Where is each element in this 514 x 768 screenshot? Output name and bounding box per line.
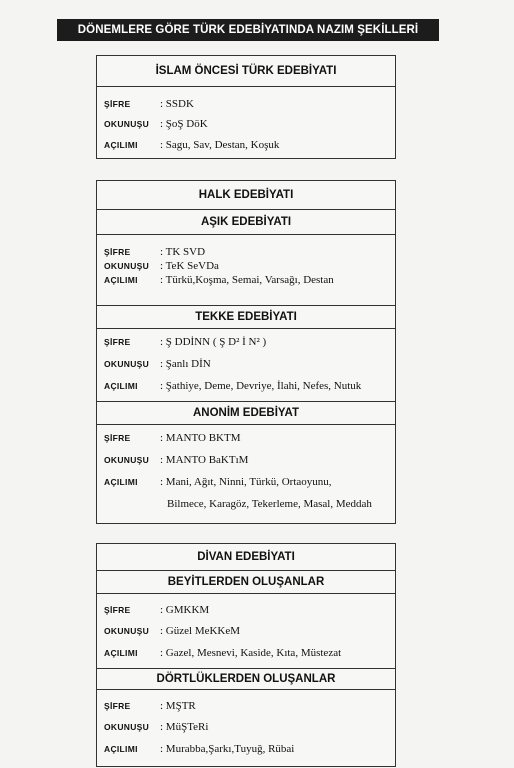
anonim-edebiyat-title: ANONİM EDEBİYAT [97,401,395,425]
acilimi-label: AÇILIMI [104,275,138,285]
anonim-acilimi-row [97,471,395,493]
acilimi-value: : Murabba,Şarkı,Tuyuğ, Rübai [160,743,295,755]
okunusu-value: : MANTO BaKTıM [160,454,249,466]
islam-acilimi-row [97,135,395,155]
tekke-okunusu-row [97,353,395,375]
okunusu-label: OKUNUŞU [104,261,150,271]
sifre-label: ŞİFRE [104,247,131,257]
sifre-value: : GMKKM [160,604,210,616]
okunusu-label: OKUNUŞU [104,722,150,732]
beyitlerden-olusanlar-title: BEYİTLERDEN OLUŞANLAR [97,571,395,594]
sifre-value: : MANTO BKTM [160,432,241,444]
anonim-sifre-row [97,427,395,449]
sifre-value: : Ş DDİNN ( Ş D² İ N² ) [160,336,267,348]
sifre-label: ŞİFRE [104,99,131,109]
tekke-edebiyati-title: TEKKE EDEBİYATI [97,305,395,329]
islam-oncesi-title: İSLAM ÖNCESİ TÜRK EDEBİYATI [97,56,395,87]
beyit-sifre-row [97,600,395,620]
beyit-okunusu-row [97,620,395,642]
okunusu-label: OKUNUŞU [104,359,150,369]
tekke-sifre-row [97,331,395,353]
sifre-value: : SSDK [160,98,194,110]
dortluklerden-olusanlar-title: DÖRTLÜKLERDEN OLUŞANLAR [97,668,395,690]
dortluk-sifre-row [97,696,395,716]
sifre-value: : MŞTR [160,700,196,712]
acilimi-label: AÇILIMI [104,381,138,391]
acilimi-label: AÇILIMI [104,744,138,754]
acilimi-value: : Şathiye, Deme, Devriye, İlahi, Nefes, Nutuk [160,380,362,392]
okunusu-value: : TeK SeVDa [160,260,219,272]
okunusu-value: : Şanlı DİN [160,358,211,370]
anonim-okunusu-row [97,449,395,471]
divan-edebiyati-box [96,543,396,767]
islam-okunusu-row [97,113,395,135]
okunusu-label: OKUNUŞU [104,119,150,129]
sifre-label: ŞİFRE [104,701,131,711]
asik-acilimi-row [97,273,395,287]
islam-sifre-row [97,95,395,113]
halk-edebiyati-title: HALK EDEBİYATI [97,181,395,210]
sifre-label: ŞİFRE [104,605,131,615]
acilimi-label: AÇILIMI [104,648,138,658]
okunusu-label: OKUNUŞU [104,626,150,636]
page-banner: DÖNEMLERE GÖRE TÜRK EDEBİYATINDA NAZIM ŞEKİLLERİ [57,19,439,41]
sifre-label: ŞİFRE [104,433,131,443]
acilimi-label: AÇILIMI [104,477,138,487]
okunusu-value: : ŞoŞ DöK [160,118,208,130]
dortluk-acilimi-row [97,738,395,760]
islam-oncesi-box [96,55,396,159]
asik-sifre-row [97,245,395,259]
acilimi-continuation-value: Bilmece, Karagöz, Tekerleme, Masal, Meddah [167,498,372,510]
okunusu-value: : MüŞTeRi [160,721,209,733]
anonim-acilimi-continuation [97,493,395,515]
acilimi-value: : Türkü,Koşma, Semai, Varsağı, Destan [160,274,334,286]
okunusu-value: : Güzel MeKKeM [160,625,241,637]
okunusu-label: OKUNUŞU [104,455,150,465]
acilimi-value: : Sagu, Sav, Destan, Koşuk [160,139,280,151]
halk-edebiyati-box [96,180,396,524]
acilimi-value: : Mani, Ağıt, Ninni, Türkü, Ortaoyunu, [160,476,332,488]
acilimi-value: : Gazel, Mesnevi, Kaside, Kıta, Müstezat [160,647,342,659]
dortluk-okunusu-row [97,716,395,738]
sifre-label: ŞİFRE [104,337,131,347]
asik-okunusu-row [97,259,395,273]
acilimi-label: AÇILIMI [104,140,138,150]
tekke-acilimi-row [97,375,395,397]
divan-edebiyati-title: DİVAN EDEBİYATI [97,544,395,571]
asik-edebiyati-title: AŞIK EDEBİYATI [97,210,395,235]
beyit-acilimi-row [97,642,395,664]
sifre-value: : TK SVD [160,246,206,258]
